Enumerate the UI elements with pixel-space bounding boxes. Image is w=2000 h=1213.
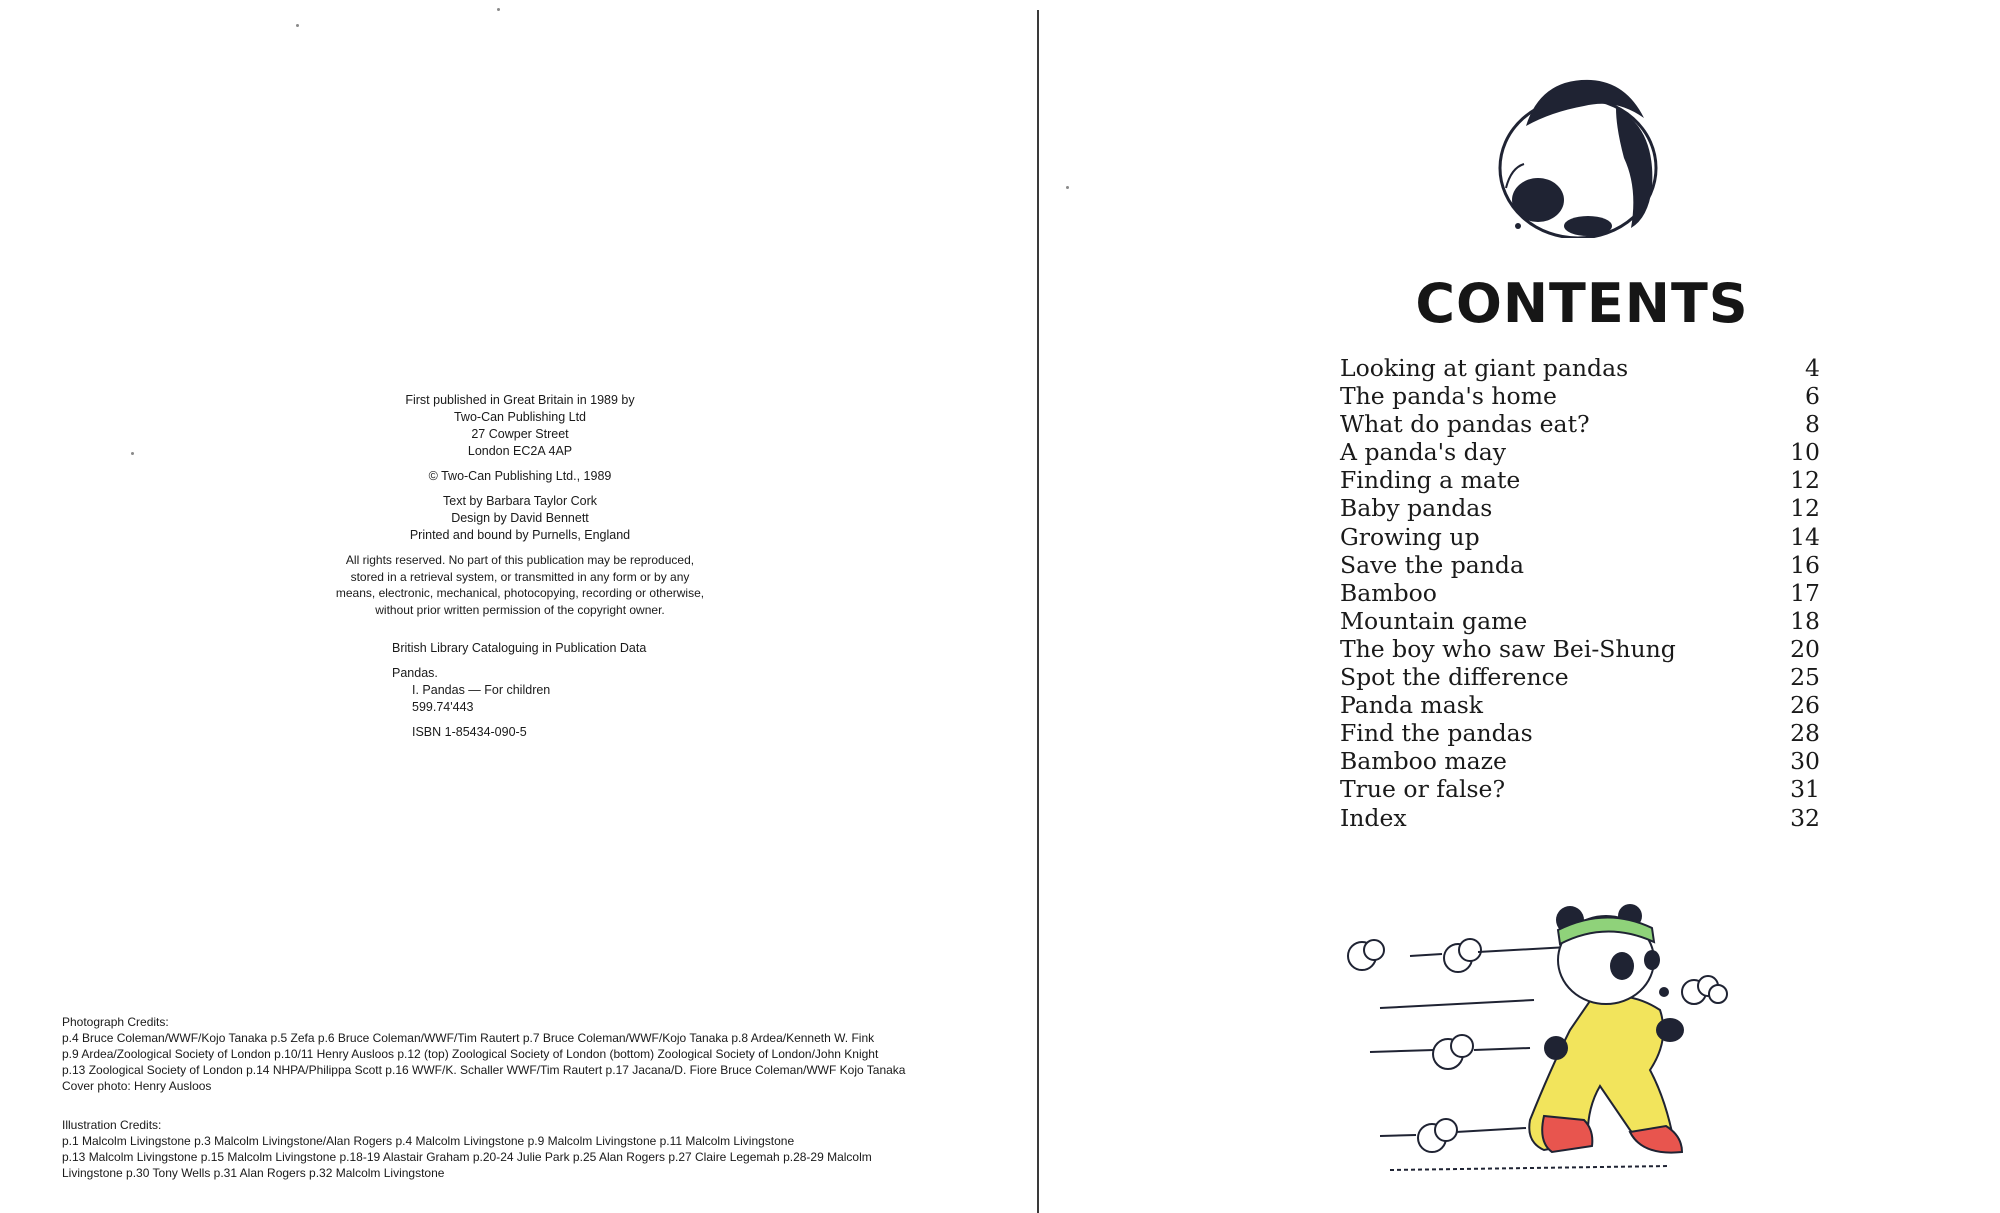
cip-subject: Pandas. bbox=[392, 666, 438, 680]
toc-entry-title: Looking at giant pandas bbox=[1340, 354, 1629, 382]
toc-entry[interactable] bbox=[1340, 354, 1820, 382]
toc-entry-title: Bamboo bbox=[1340, 578, 1437, 607]
toc-entry[interactable] bbox=[1340, 551, 1820, 579]
rights-line: without prior written permission of the copyright owner. bbox=[375, 602, 665, 617]
publisher-city: London EC2A 4AP bbox=[467, 444, 573, 458]
toc-entry[interactable] bbox=[1340, 579, 1820, 607]
cip-entries bbox=[392, 682, 752, 716]
toc-entry-title: Panda mask bbox=[1340, 691, 1484, 720]
toc-page-number: 6 bbox=[1805, 382, 1820, 411]
toc-entry-title: Growing up bbox=[1340, 522, 1480, 551]
toc-entry-title: Find the pandas bbox=[1340, 719, 1533, 748]
toc-entry-title: Mountain game bbox=[1340, 606, 1528, 635]
toc-entry-title: Save the panda bbox=[1340, 550, 1524, 579]
toc-entry[interactable] bbox=[1340, 691, 1820, 719]
toc-entry[interactable] bbox=[1340, 494, 1820, 522]
illustration-credit-line: Livingstone p.30 Tony Wells p.31 Alan Rogers p.32 Malcolm Livingstone bbox=[62, 1166, 445, 1180]
toc-page-number: 18 bbox=[1790, 606, 1820, 635]
toc-entry-title: Finding a mate bbox=[1340, 466, 1521, 495]
table-of-contents bbox=[1340, 354, 1820, 832]
toc-page-number: 32 bbox=[1790, 803, 1820, 832]
copyright-block bbox=[320, 468, 720, 485]
publication-details bbox=[320, 392, 720, 552]
toc-entry-title: Baby pandas bbox=[1340, 494, 1493, 523]
toc-page-number: 26 bbox=[1790, 691, 1820, 720]
toc-entry[interactable] bbox=[1340, 466, 1820, 494]
photo-credits-title: Photograph Credits: bbox=[62, 1015, 169, 1029]
toc-entry[interactable] bbox=[1340, 775, 1820, 803]
illustration-credit-line: p.13 Malcolm Livingstone p.15 Malcolm Livingstone p.18-19 Alastair Graham p.20-24 Julie Park p.25 Alan Rogers p.27 Claire Legemah p.28-29 Malcolm bbox=[62, 1150, 872, 1164]
copyright-notice: © Two-Can Publishing Ltd., 1989 bbox=[428, 469, 612, 483]
toc-page-number: 25 bbox=[1790, 663, 1820, 692]
cip-heading: British Library Cataloguing in Publication Data bbox=[392, 641, 647, 655]
rights-line: means, electronic, mechanical, photocopying, recording or otherwise, bbox=[335, 586, 705, 600]
rights-notice bbox=[320, 552, 720, 618]
text-credit: Text by Barbara Taylor Cork bbox=[443, 494, 597, 508]
toc-page-number: 14 bbox=[1790, 522, 1820, 551]
panda-tumbling-illustration bbox=[1466, 68, 1666, 238]
toc-page-number: 17 bbox=[1790, 578, 1820, 607]
toc-page-number: 4 bbox=[1805, 354, 1820, 382]
toc-entry-title: A panda's day bbox=[1340, 438, 1507, 467]
toc-entry-title: The panda's home bbox=[1340, 382, 1557, 411]
toc-page-number: 31 bbox=[1790, 775, 1820, 804]
contents-title: CONTENTS bbox=[1415, 272, 1749, 335]
toc-entry[interactable] bbox=[1340, 747, 1820, 775]
toc-entry[interactable] bbox=[1340, 804, 1820, 832]
page-speck bbox=[497, 8, 500, 11]
toc-entry[interactable] bbox=[1340, 719, 1820, 747]
toc-page-number: 10 bbox=[1790, 438, 1820, 467]
photo-credit-line: p.4 Bruce Coleman/WWF/Kojo Tanaka p.5 Zefa p.6 Bruce Coleman/WWF/Tim Rautert p.7 Bruce Coleman/WWF/Kojo Tanaka p.8 Ardea/Kenneth W. Fink bbox=[62, 1031, 875, 1045]
toc-page-number: 16 bbox=[1790, 550, 1820, 579]
rights-line: stored in a retrieval system, or transmitted in any form or by any bbox=[350, 569, 690, 584]
toc-entry[interactable] bbox=[1340, 663, 1820, 691]
toc-entry[interactable] bbox=[1340, 607, 1820, 635]
toc-entry-title: The boy who saw Bei-Shung bbox=[1340, 634, 1676, 663]
toc-entry-title: What do pandas eat? bbox=[1340, 410, 1590, 439]
toc-page-number: 20 bbox=[1790, 634, 1820, 663]
illustration-credit-line: p.1 Malcolm Livingstone p.3 Malcolm Livingstone/Alan Rogers p.4 Malcolm Livingstone p.9 Malcolm Livingstone p.11 Malcolm Livingstone bbox=[62, 1134, 795, 1148]
illustration-credits-title: Illustration Credits: bbox=[62, 1118, 162, 1132]
toc-entry[interactable] bbox=[1340, 382, 1820, 410]
page-gutter bbox=[1037, 10, 1039, 1213]
cover-photo-credit: Cover photo: Henry Ausloos bbox=[62, 1079, 212, 1093]
page-speck bbox=[296, 24, 299, 27]
toc-entry[interactable] bbox=[1340, 438, 1820, 466]
publisher-street: 27 Cowper Street bbox=[471, 427, 569, 441]
cataloguing-data bbox=[392, 640, 752, 741]
cip-classification: 599.74'443 bbox=[412, 700, 474, 714]
publisher-block bbox=[320, 392, 720, 460]
design-credit: Design by David Bennett bbox=[451, 511, 589, 525]
publication-line: First published in Great Britain in 1989 by bbox=[405, 393, 635, 407]
toc-page-number: 28 bbox=[1790, 719, 1820, 748]
toc-entry-title: Bamboo maze bbox=[1340, 747, 1507, 776]
toc-page-number: 8 bbox=[1805, 410, 1820, 439]
toc-entry-title: True or false? bbox=[1340, 775, 1506, 804]
toc-page-number: 12 bbox=[1790, 466, 1820, 495]
photo-credit-line: p.9 Ardea/Zoological Society of London p.10/11 Henry Ausloos p.12 (top) Zoological Society of London (bottom) Zoological Society of London/John Knight bbox=[62, 1047, 879, 1061]
toc-entry-title: Index bbox=[1340, 803, 1407, 832]
toc-entry[interactable] bbox=[1340, 635, 1820, 663]
panda-jogging-illustration bbox=[1330, 880, 1830, 1180]
toc-page-number: 30 bbox=[1790, 747, 1820, 776]
printer-credit: Printed and bound by Purnells, England bbox=[409, 528, 631, 542]
publisher-name: Two-Can Publishing Ltd bbox=[453, 410, 587, 424]
contributors-block bbox=[320, 493, 720, 544]
contents-page bbox=[1042, 0, 2000, 1213]
page-speck bbox=[1066, 186, 1069, 189]
isbn: ISBN 1-85434-090-5 bbox=[412, 725, 527, 739]
toc-entry-title: Spot the difference bbox=[1340, 663, 1569, 692]
toc-page-number: 12 bbox=[1790, 494, 1820, 523]
illustration-credits bbox=[62, 1117, 1022, 1181]
rights-line: All rights reserved. No part of this publication may be reproduced, bbox=[345, 553, 695, 567]
page-speck bbox=[131, 452, 134, 455]
toc-entry[interactable] bbox=[1340, 523, 1820, 551]
photo-credits bbox=[62, 1014, 1022, 1094]
photo-credit-line: p.13 Zoological Society of London p.14 NHPA/Philippa Scott p.16 WWF/K. Schaller WWF/Tim Rautert p.17 Jacana/D. Fiore Bruce Coleman/WWF Kojo Tanaka bbox=[62, 1063, 906, 1077]
toc-entry[interactable] bbox=[1340, 410, 1820, 438]
cip-entry: I. Pandas — For children bbox=[412, 683, 551, 697]
